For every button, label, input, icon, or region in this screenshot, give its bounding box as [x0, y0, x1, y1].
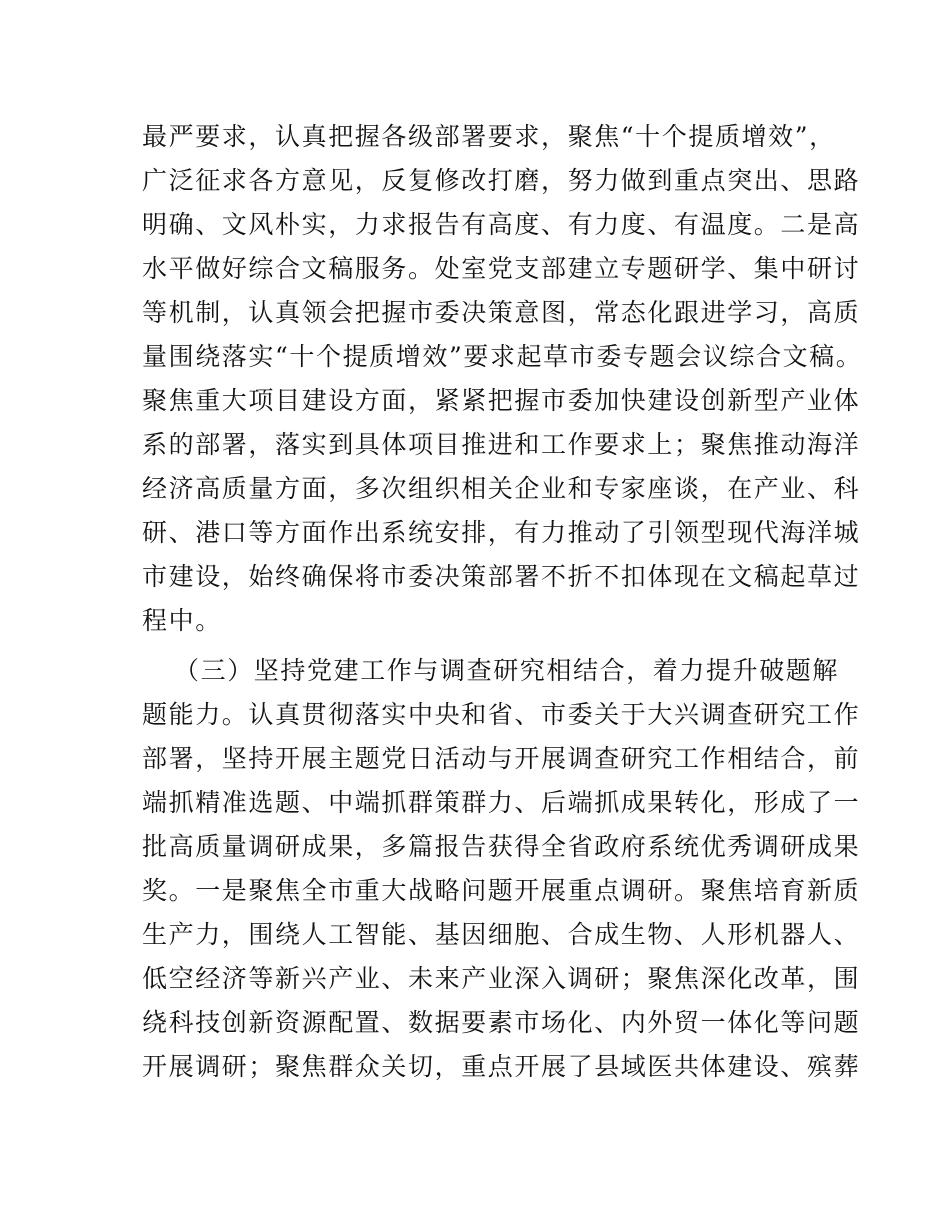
paragraph-2-heading-line: （三）坚持党建工作与调查研究相结合，着力提升破题解 — [174, 656, 840, 685]
paragraph-2-line: 绕科技创新资源配置、数据要素市场化、内外贸一体化等问题 — [142, 1008, 861, 1037]
paragraph-1-line: 广泛征求各方意见，反复修改打磨，努力做到重点突出、思路 — [142, 166, 861, 195]
paragraph-2-line: 奖。一是聚焦全市重大战略问题开展重点调研。聚焦培育新质 — [142, 876, 861, 905]
paragraph-1-line: 量围绕落实“十个提质增效”要求起草市委专题会议综合文稿。 — [142, 342, 863, 371]
paragraph-1-line: 水平做好综合文稿服务。处室党支部建立专题研学、集中研讨 — [142, 254, 861, 283]
paragraph-1-line: 经济高质量方面，多次组织相关企业和专家座谈，在产业、科 — [142, 474, 861, 503]
paragraph-2-line: 低空经济等新兴产业、未来产业深入调研；聚焦深化改革，围 — [142, 964, 861, 993]
paragraph-1-line: 最严要求，认真把握各级部署要求，聚焦“十个提质增效”， — [142, 122, 836, 151]
paragraph-1-line: 聚焦重大项目建设方面，紧紧把握市委加快建设创新型产业体 — [142, 386, 861, 415]
paragraph-1-line: 研、港口等方面作出系统安排，有力推动了引领型现代海洋城 — [142, 518, 861, 547]
paragraph-1-line: 市建设，始终确保将市委决策部署不折不扣体现在文稿起草过 — [142, 562, 861, 591]
paragraph-2-line: 生产力，围绕人工智能、基因细胞、合成生物、人形机器人、 — [142, 920, 861, 949]
paragraph-2-line: 题能力。认真贯彻落实中央和省、市委关于大兴调查研究工作 — [142, 700, 861, 729]
paragraph-2-line: 开展调研；聚焦群众关切，重点开展了县域医共体建设、殡葬 — [142, 1052, 861, 1081]
paragraph-1-line: 系的部署，落实到具体项目推进和工作要求上；聚焦推动海洋 — [142, 430, 861, 459]
paragraph-2-line: 部署，坚持开展主题党日活动与开展调查研究工作相结合，前 — [142, 744, 861, 773]
paragraph-1-line: 程中。 — [142, 606, 222, 635]
paragraph-1-line: 明确、文风朴实，力求报告有高度、有力度、有温度。二是高 — [142, 210, 861, 239]
paragraph-2-line: 批高质量调研成果，多篇报告获得全省政府系统优秀调研成果 — [142, 832, 861, 861]
paragraph-1-line: 等机制，认真领会把握市委决策意图，常态化跟进学习，高质 — [142, 298, 861, 327]
paragraph-2-line: 端抓精准选题、中端抓群策群力、后端抓成果转化，形成了一 — [142, 788, 861, 817]
